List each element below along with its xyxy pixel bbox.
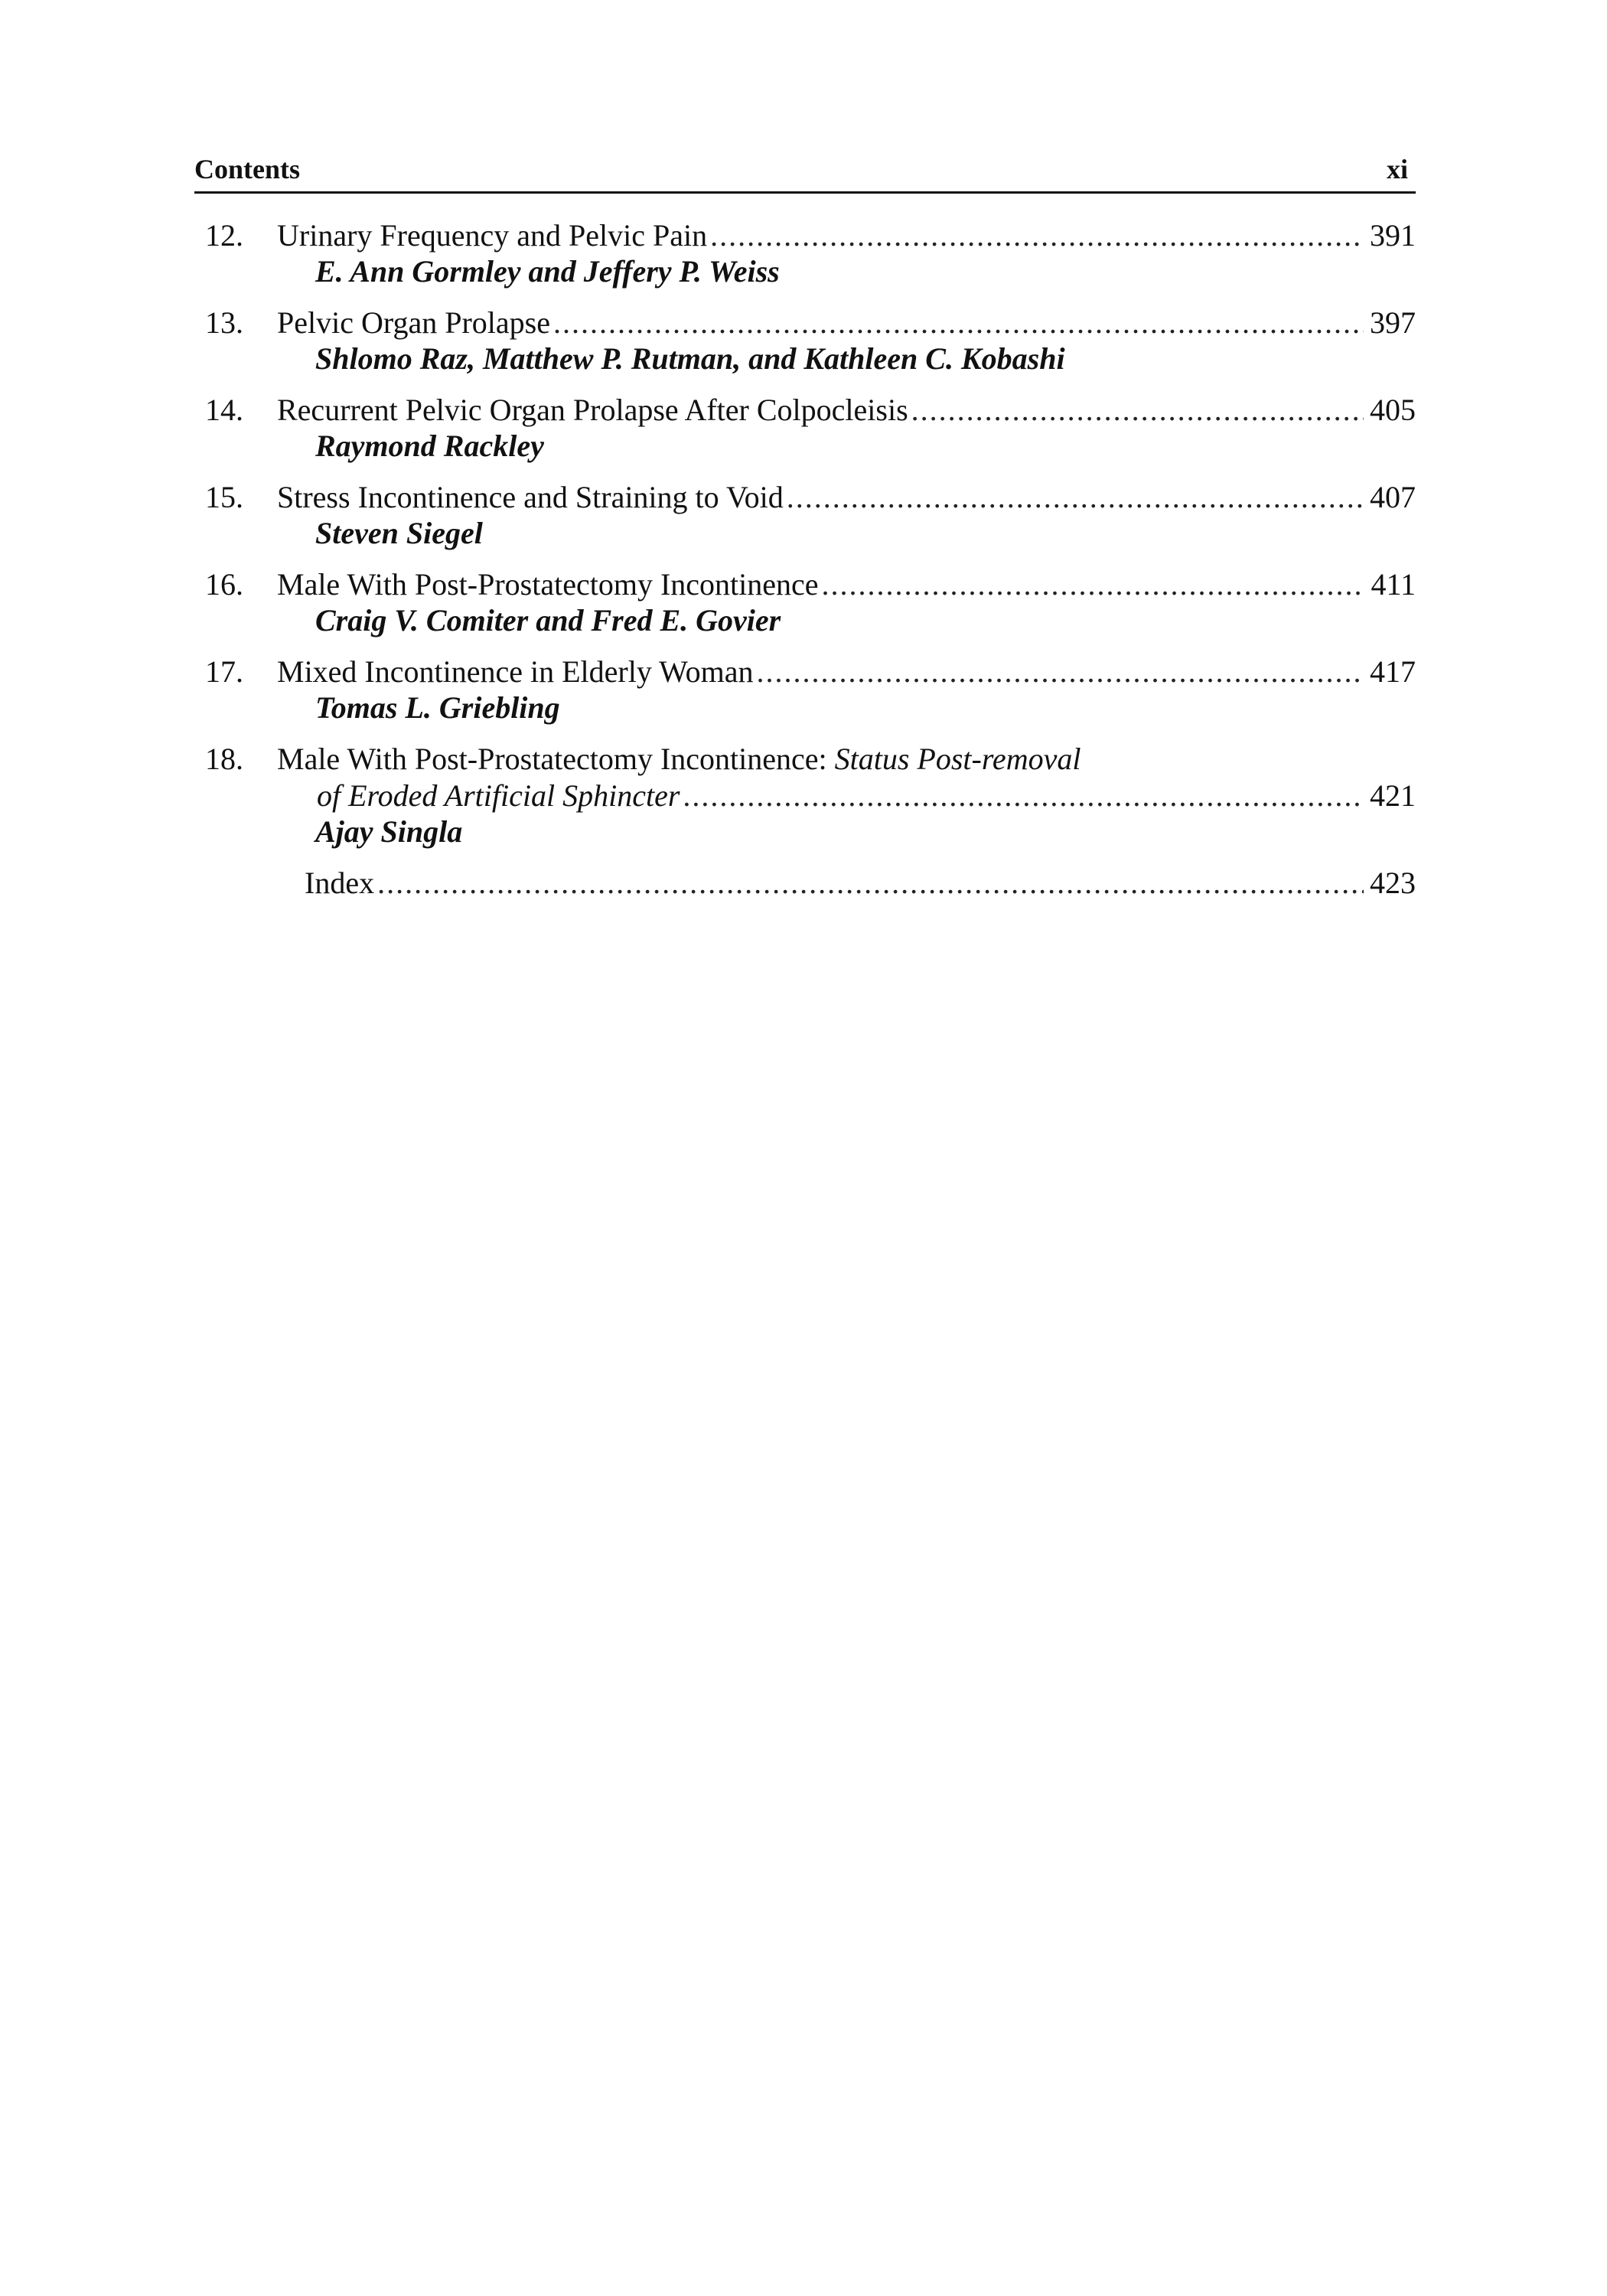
chapter-title-italic: of Eroded Artificial Sphincter [317,778,680,813]
dot-leader [377,865,1364,902]
toc-entry-12 [205,217,1416,289]
chapter-title[interactable]: Recurrent Pelvic Organ Prolapse After Colpocleisis [277,393,908,427]
chapter-number: 16. [205,567,243,602]
chapter-page: 391 [1370,218,1416,253]
chapter-title[interactable]: Stress Incontinence and Straining to Void [277,480,784,514]
toc-entry-line [205,741,1416,778]
chapter-authors: Ajay Singla [315,814,463,849]
chapter-page: 397 [1370,305,1416,340]
chapter-number: 12. [205,218,243,253]
toc-entry-16 [205,566,1416,638]
toc-entry-line [205,392,1416,429]
chapter-authors: Shlomo Raz, Matthew P. Rutman, and Kathleen C. Kobashi [315,341,1065,376]
chapter-number: 18. [205,742,243,776]
toc-entry-13 [205,305,1416,377]
chapter-number: 13. [205,305,243,340]
toc-entry-line [205,217,1416,254]
chapter-number: 15. [205,480,243,514]
dot-leader [822,566,1364,603]
running-head [194,150,1416,194]
dot-leader [787,479,1364,516]
chapter-title[interactable]: Male With Post-Prostatectomy Incontinence [277,567,819,602]
running-head-title: Contents [194,154,301,184]
chapter-page: 421 [1370,778,1416,813]
chapter-authors: Raymond Rackley [315,429,544,463]
table-of-contents [205,217,1416,917]
toc-entry-index [205,865,1416,902]
chapter-number: 17. [205,654,243,689]
chapter-title-line-1[interactable] [277,741,1081,778]
chapter-page: 407 [1370,480,1416,514]
dot-leader [911,392,1364,429]
chapter-title[interactable]: Urinary Frequency and Pelvic Pain [277,218,708,253]
toc-entry-17 [205,654,1416,726]
chapter-title[interactable]: Mixed Incontinence in Elderly Woman [277,654,754,689]
chapter-authors: Craig V. Comiter and Fred E. Govier [315,603,781,638]
chapter-title-italic: Status Post-removal [834,742,1081,776]
dot-leader [683,778,1364,814]
chapter-title-line-2[interactable] [317,778,680,814]
toc-entry-18 [205,741,1416,850]
chapter-authors: Tomas L. Griebling [315,690,560,725]
chapter-page: 411 [1371,567,1416,602]
chapter-authors: Steven Siegel [315,516,483,550]
chapter-authors: E. Ann Gormley and Jeffery P. Weiss [315,254,780,289]
toc-entry-line [205,479,1416,516]
chapter-title[interactable]: Pelvic Organ Prolapse [277,305,550,340]
index-label[interactable]: Index [305,866,375,900]
chapter-title-plain: Male With Post-Prostatectomy Incontinence: [277,742,835,776]
toc-entry-line [205,865,1416,902]
toc-entry-15 [205,479,1416,551]
chapter-page: 417 [1370,654,1416,689]
toc-entry-line [205,778,1416,814]
dot-leader [757,654,1364,690]
toc-entry-14 [205,392,1416,464]
chapter-number: 14. [205,393,243,427]
toc-entry-line [205,566,1416,603]
toc-entry-line [205,654,1416,690]
dot-leader [553,305,1364,341]
index-page: 423 [1370,866,1416,900]
toc-entry-line [205,305,1416,341]
chapter-page: 405 [1370,393,1416,427]
dot-leader [710,217,1364,254]
running-head-page-number: xi [1386,154,1408,184]
